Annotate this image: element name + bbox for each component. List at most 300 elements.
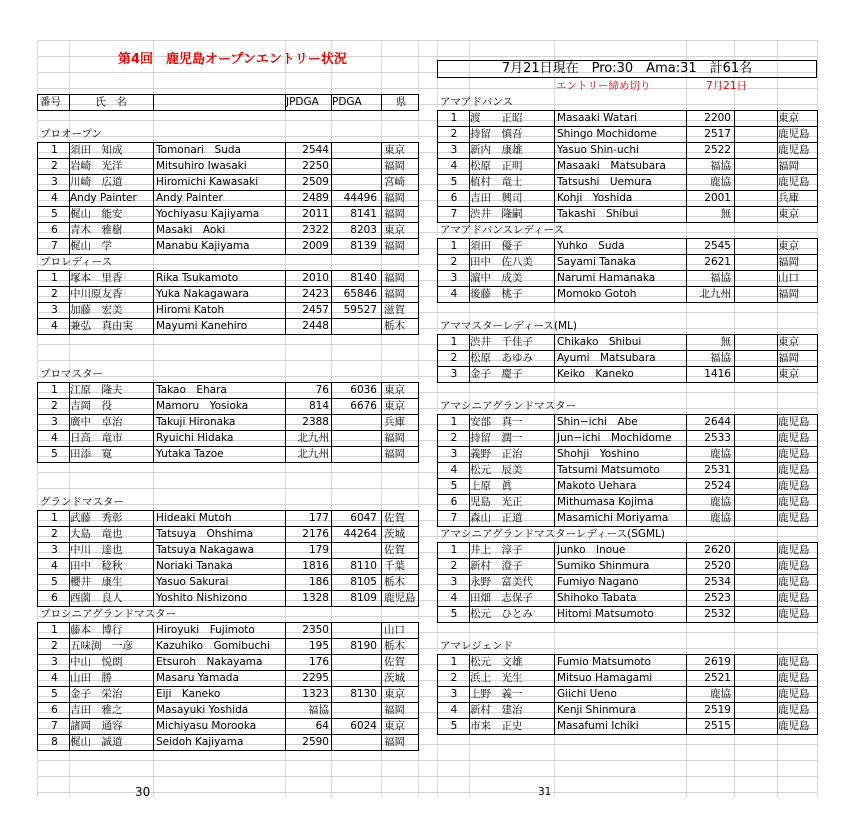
table-cell: Tatsuya Nakagawa [156,544,255,556]
table-cell: 2533 [704,432,731,444]
table-cell: 5 [51,576,58,588]
table-cell: 2515 [704,720,731,732]
table-cell: 福岡 [384,240,405,252]
table-cell: 1 [51,512,58,524]
table-cell: 東京 [778,336,799,348]
table-cell: 2644 [704,416,731,428]
table-cell: 7 [450,208,458,220]
table-cell: 諸岡 通容 [70,720,123,732]
table-cell: 5 [450,608,458,620]
section-title: アマシニアグランドマスターレディース(SGML) [440,528,666,540]
table-cell: 8 [51,736,58,748]
table-cell: 鹿児島 [778,512,810,524]
table-cell: 福協 [308,704,329,716]
table-cell: 177 [308,512,329,524]
table-cell: 東京 [384,720,405,732]
table-cell: 2250 [302,160,329,172]
table-cell: 日高 竜市 [70,432,123,444]
table-cell: 65846 [343,288,377,300]
table-cell: 3 [450,448,458,460]
section-title: プロマスター [40,368,103,380]
table-cell: 59527 [343,304,377,316]
table-cell: 西薗 良人 [70,592,123,604]
table-cell: 2001 [704,192,731,204]
table-cell: 5 [51,208,58,220]
table-cell: Masafumi Ichiki [557,720,639,732]
table-cell: 2 [51,528,58,540]
table-cell: Fumiyo Nagano [557,576,639,588]
table-cell: 2 [51,400,58,412]
table-cell: 4 [51,432,58,444]
table-cell: Mitsuo Hamagami [557,672,653,684]
table-cell: 44496 [343,192,377,204]
table-cell: 6036 [350,384,377,396]
table-cell: 4 [51,560,58,572]
table-cell: 金子 慶子 [470,368,523,380]
table-cell: 2522 [704,144,731,156]
table-cell: 福岡 [384,160,405,172]
section-title: グランドマスター [40,496,124,508]
table-cell: 鹿児島 [778,464,810,476]
table-cell: Yasuo Shin-uchi [557,144,639,156]
table-cell: 2 [450,560,458,572]
table-cell: 6 [51,704,58,716]
table-cell: 2590 [302,736,329,748]
table-cell: Yuhko Suda [557,240,625,252]
table-cell: Takuji Hironaka [156,416,236,428]
table-cell: 上原 眞 [470,480,512,492]
table-cell: 2509 [302,176,329,188]
table-cell: 無 [720,336,731,348]
table-cell: 6 [450,192,458,204]
table-cell: 山口 [384,624,405,636]
table-cell: 鹿児島 [778,656,810,668]
table-cell: 3 [450,272,458,284]
section-title: プロレディース [40,256,113,268]
section-title: アママスターレディース(ML) [440,320,578,332]
table-cell: 須田 優子 [470,240,523,252]
table-cell: 兵庫 [384,416,405,428]
table-cell: 福岡 [778,160,799,172]
table-cell: 中川 達也 [70,544,123,556]
table-cell: 佐賀 [384,512,405,524]
table-cell: Kohji Yoshida [557,192,633,204]
table-cell: 東京 [384,400,405,412]
table-cell: 福岡 [384,704,405,716]
table-cell: 上野 義一 [470,688,523,700]
table-cell: 渡 正昭 [470,112,523,124]
table-cell: 鹿児島 [778,176,810,188]
table-cell: 東京 [778,240,799,252]
table-cell: 2 [450,256,458,268]
table-cell: 2524 [704,480,731,492]
table-cell: 田中 稔秋 [70,560,123,572]
table-cell: Jun−ichi Mochidome [557,432,672,444]
table-cell: Yoshito Nishizono [156,592,248,604]
table-cell: 青木 雅樹 [70,224,123,236]
table-cell: 195 [308,640,329,652]
table-cell: 2009 [302,240,329,252]
table-cell: Ayumi Matsubara [557,352,656,364]
table-cell: 安部 真一 [470,416,523,428]
table-cell: 北九州 [297,448,329,460]
table-cell: 76 [315,384,329,396]
table-cell: 兵庫 [778,192,799,204]
table-cell: 4 [450,464,458,476]
table-cell: Sumiko Shinmura [557,560,650,572]
table-cell: Mayumi Kanehiro [156,320,248,332]
table-cell: 東京 [778,208,799,220]
table-cell: 186 [308,576,329,588]
table-cell: 福協 [710,352,731,364]
table-cell: 8110 [350,560,377,572]
table-cell: 2521 [704,672,731,684]
table-cell: 浜上 光生 [470,672,523,684]
table-cell: Shohji Yoshino [557,448,640,460]
table-cell: 金子 栄治 [70,688,123,700]
table-cell: 森山 正道 [470,512,523,524]
table-cell: Tatsuya Ohshima [156,528,254,540]
table-cell: 中川原友香 [70,288,123,300]
table-cell: 鹿児島 [384,592,416,604]
table-cell: Mitsuhiro Iwasaki [156,160,247,172]
table-cell: 新村 澄子 [470,560,523,572]
header-cell: PDGA [332,96,362,108]
table-cell: Ryuichi Hidaka [156,432,234,444]
table-cell: 8109 [350,592,377,604]
table-cell: 1 [51,384,58,396]
summary-box: 7月21日現在 Pro:30 Ama:31 計61名 [437,60,817,78]
table-cell: Yasuo Sakurai [156,576,229,588]
section-title: プロシニアグランドマスター [40,608,177,620]
table-cell: 宮崎 [384,176,405,188]
table-cell: 3 [51,544,58,556]
table-cell: 2 [450,672,458,684]
table-cell: 2621 [704,256,731,268]
table-cell: 東京 [384,224,405,236]
table-cell: 千葉 [384,560,405,572]
table-cell: 8141 [350,208,377,220]
table-cell: 兼弘 真由実 [70,320,133,332]
table-cell: 鹿児島 [778,432,810,444]
table-cell: Noriaki Tanaka [156,560,233,572]
page-title: 第4回 鹿児島オープンエントリー状況 [118,52,347,67]
table-cell: 井上 淳子 [470,544,523,556]
table-cell: Junko Inoue [557,544,626,556]
table-cell: Hiroyuki Fujimoto [156,624,255,636]
table-cell: 栃木 [384,320,405,332]
table-cell: 松原 正明 [470,160,523,172]
table-cell: 5 [51,688,58,700]
table-cell: 滋賀 [384,304,405,316]
table-cell: 2200 [704,112,731,124]
table-cell: 4 [450,288,458,300]
table-cell: Takao Ehara [156,384,227,396]
table-cell: 鹿児島 [778,688,810,700]
table-cell: 1416 [704,368,731,380]
table-cell: 福協 [710,272,731,284]
table-cell: 4 [450,592,458,604]
table-cell: 6047 [350,512,377,524]
header-cell: 氏 名 [95,96,127,108]
table-cell: 福岡 [778,352,799,364]
table-cell: Sayami Tanaka [557,256,636,268]
table-cell: 植村 竜士 [470,176,523,188]
table-cell: 藤本 博行 [70,624,123,636]
table-cell: 2 [450,432,458,444]
table-cell: 2388 [302,416,329,428]
table-cell: 福岡 [384,288,405,300]
table-cell: 3 [51,176,58,188]
table-cell: 櫻井 康生 [70,576,123,588]
table-cell: 2295 [302,672,329,684]
header-cell: 番号 [40,96,61,108]
table-cell: Mithumasa Kojima [557,496,654,508]
table-cell: 2620 [704,544,731,556]
table-cell: 吉田 興司 [470,192,523,204]
table-cell: 鹿児島 [778,576,810,588]
table-cell: 佐賀 [384,544,405,556]
table-cell: Masaaki Watari [557,112,638,124]
table-cell: 茨城 [384,528,405,540]
table-cell: 川崎 広道 [70,176,123,188]
table-cell: 3 [450,688,458,700]
table-cell: 176 [308,656,329,668]
table-cell: 福岡 [384,448,405,460]
table-cell: Masaru Yamada [156,672,239,684]
table-cell: 3 [450,576,458,588]
table-cell: 2 [51,160,58,172]
table-cell: 市来 正史 [470,720,523,732]
table-cell: 梶山 能安 [70,208,123,220]
section-title: アマアドバンスレディース [440,224,565,236]
table-cell: 大島 竜也 [70,528,123,540]
table-cell: 2011 [302,208,329,220]
table-cell: 2 [51,640,58,652]
table-cell: 渋井 隆嗣 [470,208,523,220]
table-cell: 栃木 [384,576,405,588]
table-cell: 田中 佐八美 [470,256,533,268]
table-cell: 東京 [384,384,405,396]
table-cell: 2457 [302,304,329,316]
table-cell: Yochiyasu Kajiyama [156,208,260,220]
table-cell: 44264 [343,528,377,540]
table-cell: 山口 [778,272,799,284]
header-cell: 県 [395,96,407,108]
table-cell: 須田 知成 [70,144,123,156]
table-cell: 179 [308,544,329,556]
table-cell: 1 [450,336,458,348]
table-cell: 2322 [302,224,329,236]
table-cell: 1 [450,416,458,428]
table-cell: 東京 [384,688,405,700]
table-cell: 2523 [704,592,731,604]
table-cell: 2176 [302,528,329,540]
table-cell: 鹿児島 [778,672,810,684]
table-cell: 鹿児島 [778,448,810,460]
table-cell: 8203 [350,224,377,236]
table-cell: 東京 [384,144,405,156]
table-cell: 鹿児島 [778,496,810,508]
table-cell: 8130 [350,688,377,700]
table-cell: Kenji Shinmura [557,704,637,716]
table-cell: 3 [51,416,58,428]
page-number-left: 30 [135,785,151,799]
table-cell: 7 [450,512,458,524]
table-cell: 鹿児島 [778,128,810,140]
table-cell: Michiyasu Morooka [156,720,257,732]
table-cell: Hideaki Mutoh [156,512,232,524]
table-cell: 2544 [302,144,329,156]
table-cell: 1 [51,144,58,156]
table-cell: 鹿協 [710,512,731,524]
table-cell: 4 [51,672,58,684]
table-cell: Etsuroh Nakayama [156,656,263,668]
table-cell: 茨城 [384,672,405,684]
table-cell: Shin−ichi Abe [557,416,638,428]
table-cell: Manabu Kajiyama [156,240,250,252]
table-cell: 東京 [778,368,799,380]
table-cell: 渋井 千佳子 [470,336,533,348]
table-cell: 鹿児島 [778,560,810,572]
table-cell: 64 [315,720,329,732]
table-cell: 1 [51,624,58,636]
section-title: アマアドバンス [440,96,513,108]
table-cell: Masaki Aoki [156,224,226,236]
table-cell: Tatsumi Matsumoto [557,464,660,476]
table-cell: 福岡 [384,208,405,220]
table-cell: 義野 正治 [470,448,523,460]
table-cell: Makoto Uehara [557,480,637,492]
table-cell: Hitomi Matsumoto [557,608,654,620]
table-cell: 6 [51,224,58,236]
table-cell: 吉岡 役 [70,400,112,412]
table-cell: 鹿児島 [778,720,810,732]
header-cell: JPDGA [286,96,319,108]
table-cell: 鹿児島 [778,480,810,492]
table-cell: 梶山 誠道 [70,736,123,748]
table-cell: 2423 [302,288,329,300]
table-cell: 濵中 成美 [470,272,523,284]
table-cell: 3 [51,656,58,668]
table-cell: Hiromichi Kawasaki [156,176,259,188]
table-cell: 北九州 [297,432,329,444]
table-cell: 鹿児島 [778,144,810,156]
table-cell: Rika Tsukamoto [156,272,239,284]
deadline-date: 7月21日 [706,80,748,92]
table-cell: 3 [450,144,458,156]
table-cell: 福岡 [384,432,405,444]
table-cell: 2448 [302,320,329,332]
table-cell: Eiji Kaneko [156,688,221,700]
table-cell: 松原 あゆみ [470,352,533,364]
table-cell: Keiko Kaneko [557,368,634,380]
table-cell: 中山 悦朗 [70,656,123,668]
table-cell: 2534 [704,576,731,588]
table-cell: 永野 富美代 [470,576,533,588]
table-cell: 2 [51,288,58,300]
table-cell: 8139 [350,240,377,252]
table-cell: 松元 文雄 [470,656,523,668]
table-cell: 松元 ひとみ [470,608,533,620]
table-cell: 2520 [704,560,731,572]
table-cell: Mamoru Yosioka [156,400,249,412]
section-title: アマレジェンド [440,640,514,652]
table-cell: 8105 [350,576,377,588]
table-cell: 山田 勝 [70,672,112,684]
table-cell: 2532 [704,608,731,620]
table-cell: 8140 [350,272,377,284]
table-cell: Fumio Matsumoto [557,656,651,668]
table-cell: 田畑 志保子 [470,592,533,604]
table-cell: 五味渕 一彦 [70,640,133,652]
table-cell: 鹿協 [710,688,731,700]
table-cell: 4 [51,192,58,204]
table-cell: 2519 [704,704,731,716]
table-cell: Yuka Nakagawara [156,288,250,300]
table-cell: Takashi Shibui [557,208,639,220]
table-cell: 2545 [704,240,731,252]
table-cell: 1816 [302,560,329,572]
table-cell: 福岡 [778,256,799,268]
table-cell: Narumi Hamanaka [557,272,656,284]
table-cell: Tomonari Suda [156,144,241,156]
table-cell: 東京 [778,112,799,124]
table-cell: 1 [450,656,458,668]
table-cell: Masaaki Matsubara [557,160,666,172]
table-cell: 福岡 [778,288,799,300]
table-cell: 6676 [350,400,377,412]
table-cell: 1 [450,240,458,252]
table-cell: 7 [51,240,58,252]
table-cell: Shihoko Tabata [557,592,637,604]
table-cell: 5 [450,480,458,492]
table-cell: 無 [720,208,731,220]
table-cell: 2010 [302,272,329,284]
table-cell: Chikako Shibui [557,336,642,348]
table-cell: 鹿協 [710,176,731,188]
table-cell: 江原 隆夫 [70,384,123,396]
section-title: プロオープン [40,128,103,140]
table-cell: 鹿児島 [778,544,810,556]
table-cell: 新内 康雄 [470,144,523,156]
table-cell: 4 [450,704,458,716]
table-cell: 1323 [302,688,329,700]
table-cell: 5 [450,720,458,732]
table-cell: 3 [450,368,458,380]
table-cell: 福岡 [384,192,405,204]
table-cell: 5 [51,448,58,460]
table-cell: Shingo Mochidome [557,128,657,140]
table-cell: 5 [450,176,458,188]
table-cell: Andy Painter [70,192,137,204]
table-cell: 持留 慎吾 [470,128,523,140]
table-cell: 6024 [350,720,377,732]
table-cell: 鹿児島 [778,592,810,604]
table-cell: 6 [51,592,58,604]
table-cell: Masamichi Moriyama [557,512,669,524]
table-cell: 1328 [302,592,329,604]
table-cell: 1 [450,112,458,124]
table-cell: 栃木 [384,640,405,652]
table-cell: 北九州 [699,288,731,300]
table-cell: 2531 [704,464,731,476]
table-cell: 松元 辰美 [470,464,523,476]
table-cell: 福岡 [384,272,405,284]
table-cell: 廣中 卓治 [70,416,123,428]
table-cell: 塚本 里香 [70,272,123,284]
table-cell: 鹿児島 [778,416,810,428]
